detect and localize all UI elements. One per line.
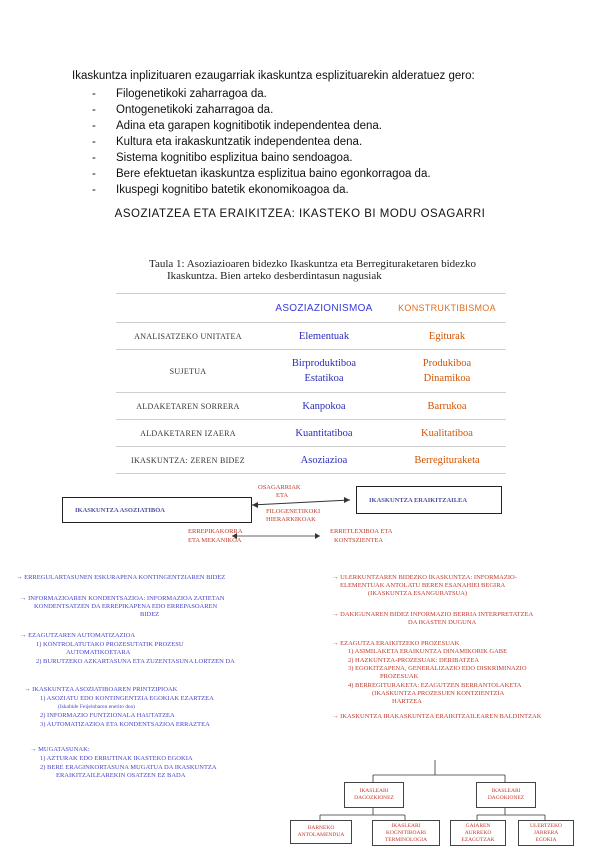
left-point: KONDENTSATZEN DA ERREPIKAPENA EDO ERREPASOAREN — [34, 603, 218, 610]
diagram-label: HIERARKIKOAK — [266, 516, 316, 523]
right-point: 1) ASIMILAKETA ERAIKUNTZA DINAMIKORIK GABE — [348, 648, 508, 655]
left-point: → INFORMAZIOAREN KONDENTSAZIOA: INFORMAZIOA ZATIETAN — [20, 595, 225, 602]
table-row: IKASKUNTZA: ZEREN BIDEZ Asoziazioa Berregituraketa — [116, 447, 506, 474]
tree-leaf: IKASLEARI KOGNITIBOARI TERMINOLOGIA — [372, 820, 440, 846]
left-point: → IKASKUNTZA ASOZIATIBOAREN PRINTZIPIOAK — [24, 686, 178, 693]
diagram-label: ETA — [276, 492, 289, 499]
intro-text: Ikaskuntza inplizituaren ezaugarriak ikaskuntza esplizituarekin alderatuez gero: — [72, 70, 475, 82]
left-point: 1) KONTROLATUTAKO PROZESUTATIK PROZESU — [36, 641, 184, 648]
right-point: → EZAGUTZA ERAIKITZEKO PROZESUAK — [332, 640, 460, 647]
right-point: → IKASKUNTZA IRAKASKUNTZA ERAIKITZAILEAREN BALDINTZAK — [332, 713, 542, 720]
header-asoziazionismoa: ASOZIAZIONISMOA — [275, 302, 373, 314]
caption-line-1: Taula 1: Asoziazioaren bidezko Ikaskuntza eta Berregituraketaren bidezko — [149, 258, 476, 270]
right-point: (IKASKUNTZA PROZESUEN KONTZIENTZIA — [372, 690, 505, 697]
right-point: (IKASKUNTZA ESANGURATSUA) — [368, 590, 468, 597]
table-row: SUJETUA Birproduktiboa Estatikoa Produkiboa Dinamikoa — [116, 350, 506, 393]
left-point: 2) BERE ERAGINKORTASUNA MUGATUA DA IKASKUNTZA — [40, 764, 217, 771]
associative-learning-box: IKASKUNTZA ASOZIATIBOA — [62, 497, 252, 523]
caption-line-2: Ikaskuntza. Bien arteko desberdintasun nagusiak — [167, 270, 382, 282]
right-point: 2) HAZKUNTZA-PROZESUAK: DERIBATZEA — [348, 657, 480, 664]
constructive-learning-box: IKASKUNTZA ERAIKITZAILEA — [356, 486, 502, 514]
right-point: HARTZEA — [392, 698, 422, 705]
tree-leaf: ULERTZEKO JARRERA EGOKIA — [518, 820, 574, 846]
left-point: 2) INFORMAZIO FUNTZIONALA HAUTATZEA — [40, 712, 175, 719]
diagram-label: FILOGENETIKOKI — [266, 508, 321, 515]
table-row: ANALISATZEKO UNITATEA Elementuak Egiturak — [116, 323, 506, 350]
table-row: ALDAKETAREN SORRERA Kanpokoa Barrukoa — [116, 393, 506, 420]
diagram-label: ETA MEKANIKOA — [188, 537, 242, 544]
right-point: PROZESUAK — [380, 673, 419, 680]
diagram-label: ERREPIKAKORRA — [188, 528, 243, 535]
diagram-label: ERRETLEXIBOA ETA — [330, 528, 393, 535]
header-konstruktibismoa: KONSTRUKTIBISMOA — [398, 302, 496, 313]
section-heading: ASOZIATZEA ETA ERAIKITZEA: IKASTEKO BI MODU OSAGARRI — [114, 208, 486, 220]
left-point: ERAIKITZAILEAREKIN OSATZEN EZ BADA — [56, 772, 186, 779]
right-point: → ULERKUNTZAREN BIDEZKO IKASKUNTZA: INFORMAZIO- — [332, 574, 517, 581]
right-point: DA IKASTEN DUGUNA — [408, 619, 477, 626]
tree-node-student: IKASLEARI DAGOZKIONEZ — [344, 782, 404, 808]
tree-leaf: GAIAREN AURREKO EZAGUTZAK — [450, 820, 506, 846]
left-point: → MUGATASUNAK: — [30, 746, 90, 753]
diagram-label: KONTSZIENTEA — [334, 537, 384, 544]
left-point: 1) AZTURAK EDO ERRUTINAK IKASTEKO EGOKIA — [40, 755, 193, 762]
left-point: 2) BURUTZEKO AZKARTASUNA ETA ZUZENTASUNA LORTZEN DA — [36, 658, 235, 665]
diagram-label: OSAGARRIAK — [258, 484, 301, 491]
left-point: AUTOMATIKOETARA — [66, 649, 131, 656]
left-point: → EZAGUTZAREN AUTOMATIZAZIOA — [20, 632, 136, 639]
tree-leaf: BARNEKO ANTOLAMENDUA — [290, 820, 352, 844]
left-point: 3) AUTOMATIZAZIOA ETA KONDENTSAZIOA ERRAZTEA — [40, 721, 210, 728]
right-point: ELEMENTUAK ANTOLATU BEREN ESANAHIEI BEGIRA — [340, 582, 506, 589]
left-point: BIDEZ — [140, 611, 160, 618]
right-point: 4) BERREGITURAKETA: EZAGUTZEN BERRANTOLAKETA — [348, 682, 522, 689]
tree-node-subject: IKASLEARI DAGOKIONEZ — [476, 782, 536, 808]
table-row: ALDAKETAREN IZAERA Kuantitatiboa Kualitatiboa — [116, 420, 506, 447]
left-point: → ERREGULARTASUNEN ESKURAPENA KONTINGENTZIAREN BIDEZ — [16, 574, 226, 581]
left-point: (Iskabide Feijeinbaren enerito dea) — [58, 704, 135, 710]
right-point: 3) EGOKITZAPENA, GENERALIZAZIO EDO DISKRIMINAZIO — [348, 665, 527, 672]
left-point: 1) ASOZIATU EDO KONTINGENTZIA EGOKIAK EZARTZEA — [40, 695, 214, 702]
right-point: → DAKIGUNAREN BIDEZ INFORMAZIO BERRIA INTERPRETATZEA — [332, 611, 534, 618]
